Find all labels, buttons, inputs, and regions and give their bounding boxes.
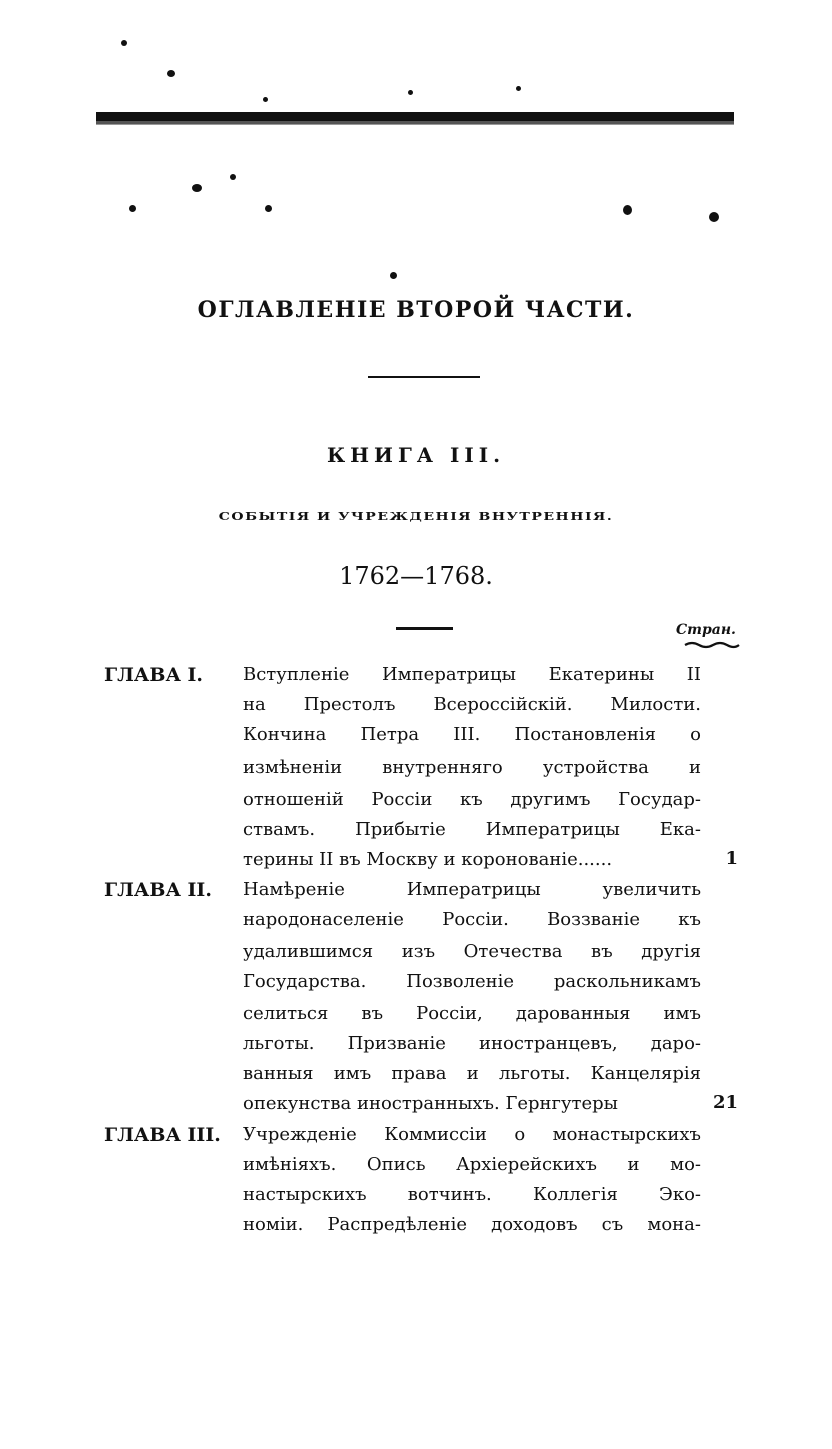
chapter-1-line: Кончина Петра III. Постановленія о (243, 724, 701, 745)
ink-speck (408, 90, 413, 95)
chapter-2-line: льготы. Призваніе иностранцевъ, даро- (243, 1033, 701, 1054)
top-double-rule (96, 112, 734, 124)
squiggle-ornament (684, 641, 740, 650)
ink-speck (192, 184, 202, 192)
chapter-1-label: ГЛАВА I. (104, 664, 204, 686)
chapter-3-line: настырскихъ вотчинъ. Коллегія Эко- (243, 1184, 701, 1205)
chapter-2-line: Государства. Позволеніе раскольникамъ (243, 971, 701, 992)
ink-speck (265, 205, 272, 212)
chapter-3-line: имѣніяхъ. Опись Архіерейскихъ и мо- (243, 1154, 701, 1175)
page-title: ОГЛАВЛЕНІЕ ВТОРОЙ ЧАСТИ. (197, 297, 635, 323)
chapter-2-line: удалившимся изъ Отечества въ другія (243, 941, 701, 962)
chapter-2-page: 21 (712, 1092, 738, 1113)
ink-speck (121, 40, 127, 46)
ink-speck (167, 70, 175, 77)
section-rule (396, 627, 453, 630)
chapter-1-line: отношеній Россіи къ другимъ Государ- (243, 789, 701, 810)
ink-speck (129, 205, 136, 212)
chapter-3-line: номіи. Распредѣленіе доходовъ съ мона- (243, 1214, 701, 1235)
ink-speck (709, 212, 719, 222)
chapter-1-line: ствамъ. Прибытіе Императрицы Ека- (243, 819, 701, 840)
chapter-2-line: селиться въ Россіи, дарованныя имъ (243, 1003, 701, 1024)
chapter-2-line: ванныя имъ права и льготы. Канцелярія (243, 1063, 701, 1084)
chapter-1-line: Вступленіе Императрицы Екатерины II (243, 664, 701, 685)
year-range: 1762—1768. (339, 562, 493, 590)
chapter-3-label: ГЛАВА III. (104, 1124, 221, 1146)
ink-speck (390, 272, 397, 279)
ink-speck (263, 97, 268, 102)
chapter-1-line: терины II въ Москву и короновaніе...... (243, 849, 613, 870)
ink-speck (516, 86, 521, 91)
ink-speck (623, 205, 632, 215)
chapter-1-line: измѣненіи внутренняго устройства и (243, 757, 701, 778)
chapter-1-page: 1 (725, 848, 738, 869)
chapter-2-line: опекунства иностранныхъ. Гернгутеры (243, 1093, 619, 1114)
page-column-label: Стран. (676, 622, 736, 638)
chapter-3-line: Учрежденіе Коммиссіи о монастырскихъ (243, 1124, 701, 1145)
chapter-2-label: ГЛАВА II. (104, 879, 212, 901)
book-heading: КНИГА III. (326, 443, 506, 467)
ink-speck (230, 174, 236, 180)
chapter-2-line: Намѣреніе Императрицы увеличить (243, 879, 701, 900)
chapter-1-line: на Престолъ Всероссійскій. Милости. (243, 694, 701, 715)
title-rule (368, 376, 480, 378)
book-subtitle: СОБЫТІЯ И УЧРЕЖДЕНІЯ ВНУТРЕННІЯ. (218, 510, 614, 524)
chapter-2-line: народонаселеніе Россіи. Воззваніе къ (243, 909, 701, 930)
